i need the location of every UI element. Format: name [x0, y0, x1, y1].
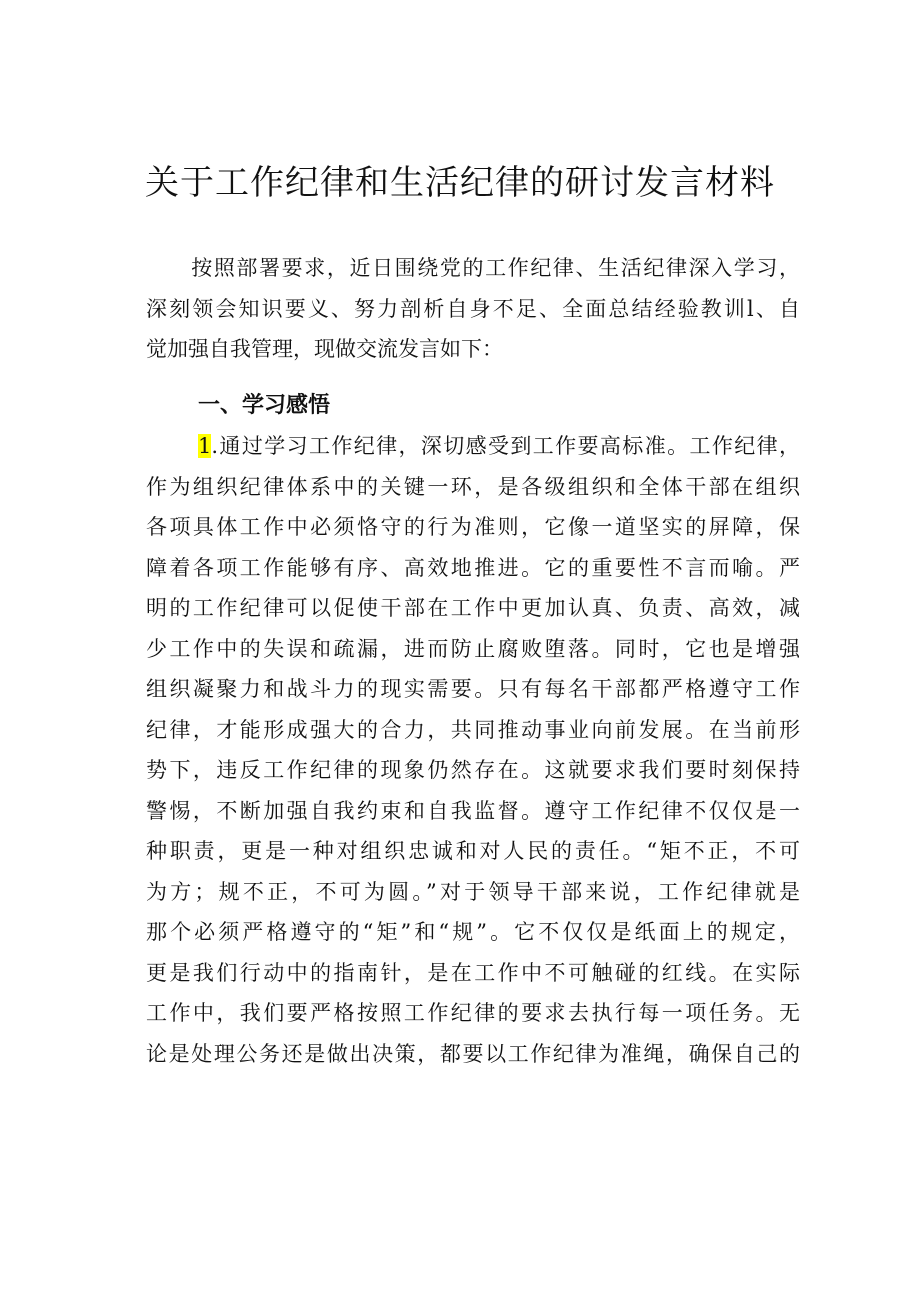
- paragraph-line-text: .通过学习工作纪律，深切感受到工作要高标准。工作纪律，: [211, 434, 800, 458]
- paragraph-line: 那个必须严格遵守的“矩”和“规”。它不仅仅是纸面上的规定，: [146, 920, 800, 944]
- paragraph-line: 警惕，不断加强自我约束和自我监督。遵守工作纪律不仅仅是一: [146, 798, 800, 823]
- paragraph-line: 为方；规不正，不可为圆。”对于领导干部来说，工作纪律就是: [146, 879, 800, 904]
- intro-paragraph: [146, 248, 800, 370]
- paragraph-line: 少工作中的失误和疏漏，进而防止腐败堕落。同时，它也是增强: [146, 636, 800, 661]
- paragraph-line: 组织凝聚力和战斗力的现实需要。只有每名干部都严格遵守工作: [146, 677, 800, 701]
- paragraph-line: [146, 426, 800, 467]
- paragraph-line: 论是处理公务还是做出决策，都要以工作纪律为准绳，确保自己的: [146, 1041, 800, 1066]
- paragraph-line: 作为组织纪律体系中的关键一环，是各级组织和全体干部在组织: [146, 474, 800, 499]
- paragraph-line: 障着各项工作能够有序、高效地推进。它的重要性不言而喻。严: [146, 555, 800, 580]
- section-heading: 一、学习感悟: [198, 393, 331, 418]
- paragraph-line: 纪律，才能形成强大的合力，共同推动事业向前发展。在当前形: [146, 717, 800, 742]
- document-title: 关于工作纪律和生活纪律的研讨发言材料: [145, 163, 775, 203]
- paragraph-line: 更是我们行动中的指南针，是在工作中不可触碰的红线。在实际: [146, 960, 800, 985]
- paragraph-line: 种职责，更是一种对组织忠诚和对人民的责任。“矩不正，不可: [146, 839, 800, 863]
- paragraph-1: [146, 426, 800, 1074]
- highlighted-number: 1: [198, 434, 212, 458]
- intro-line: 按照部署要求，近日围绕党的工作纪律、生活纪律深入学习，: [146, 256, 800, 280]
- intro-line: 深刻领会知识要义、努力剖析自身不足、全面总结经验教训l、自: [146, 296, 800, 321]
- paragraph-line: 工作中，我们要严格按照工作纪律的要求去执行每一项任务。无: [146, 1001, 800, 1025]
- paragraph-line: 各项具体工作中必须恪守的行为准则，它像一道坚实的屏障，保: [146, 515, 800, 539]
- paragraph-line: 明的工作纪律可以促使干部在工作中更加认真、负责、高效，减: [146, 596, 800, 620]
- intro-line: 觉加强自我管理，现做交流发言如下：: [146, 337, 503, 361]
- paragraph-line: 势下，违反工作纪律的现象仍然存在。这就要求我们要时刻保持: [146, 758, 800, 782]
